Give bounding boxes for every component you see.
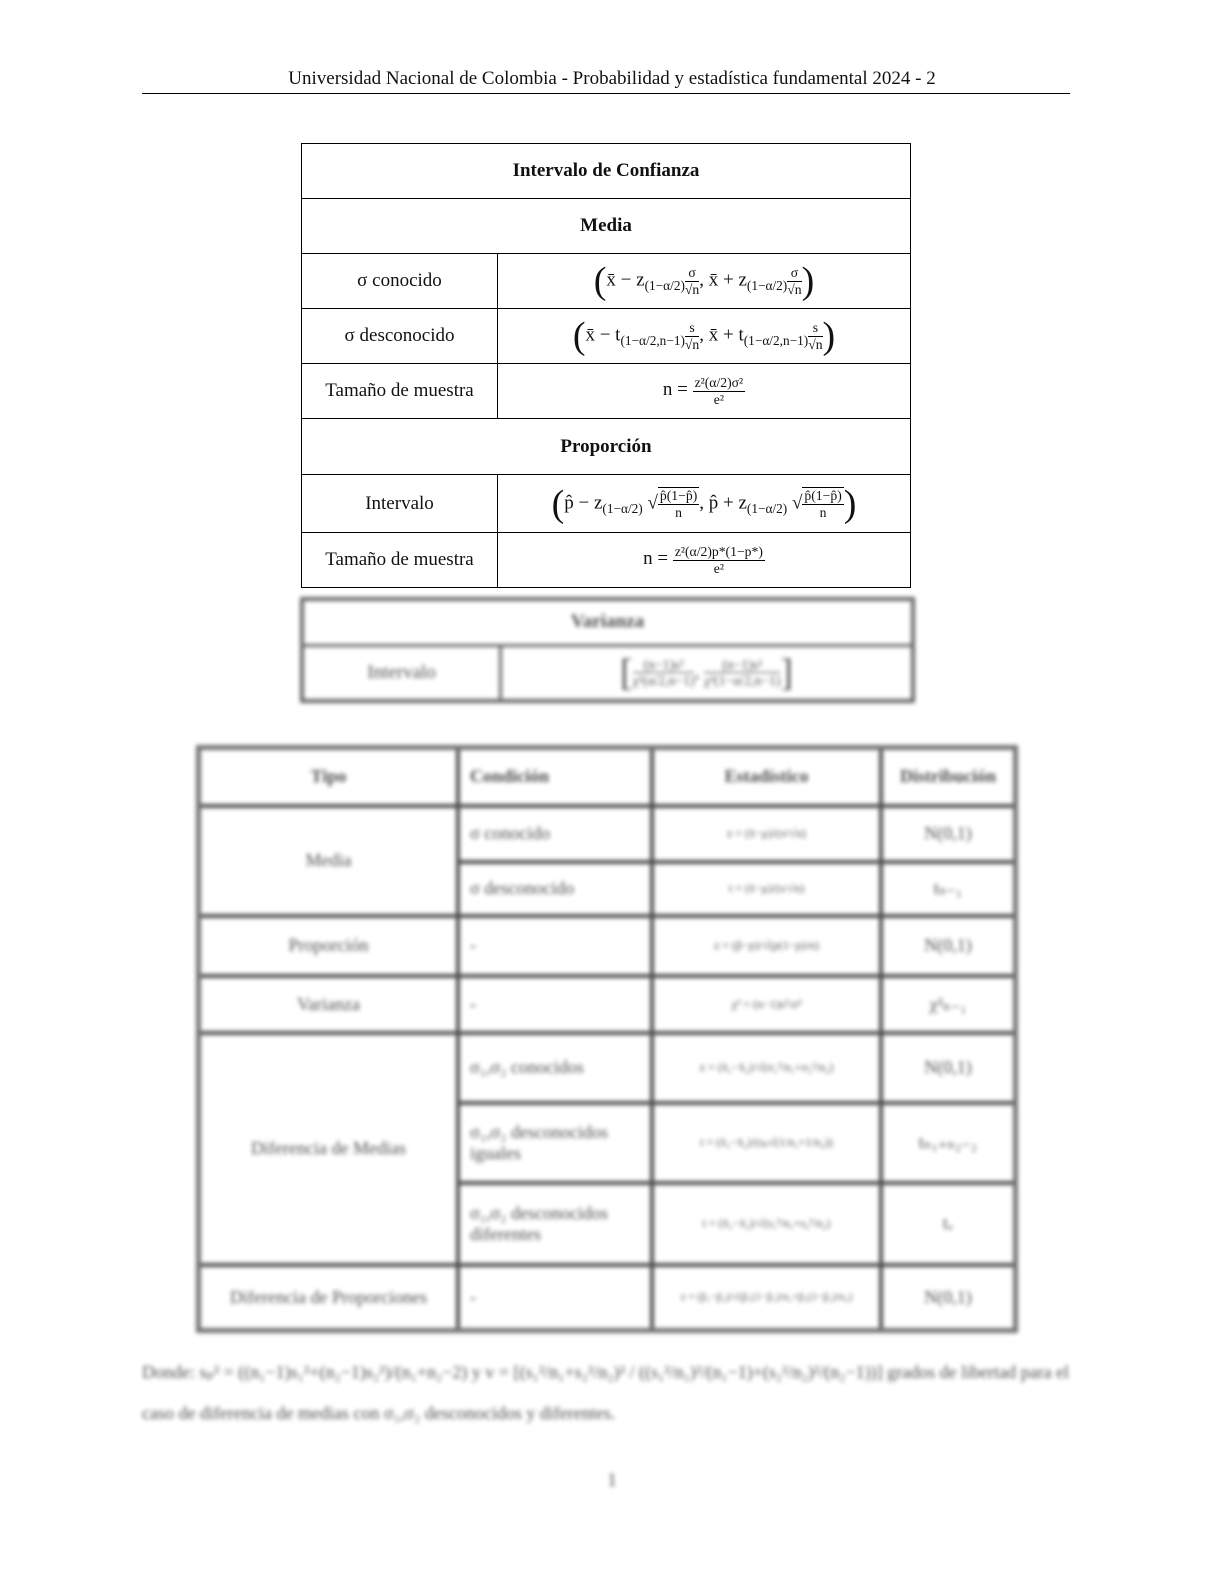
dist-cell: tₙ₁₊ₙ₂₋₂: [881, 1103, 1016, 1183]
cond-cell: σ₁,σ₂ conocidos: [458, 1033, 652, 1103]
formula-sigma-known: (x̄ − $z_{(1-\alpha/2)}$ $\frac{\sigma}{√n}$ , x̄ + $z_{(1-\alpha/2)}$ $\frac{\sigma}{√n}$ ): [498, 254, 911, 309]
dist-cell: χ²ₙ₋₁: [881, 976, 1016, 1033]
row-label: Intervalo: [302, 475, 498, 533]
page-number: 1: [607, 1470, 617, 1491]
stat-cell: z = (x̄−μ)/(σ/√n): [652, 806, 881, 862]
stat-cell: z = (x̄₁−x̄₂)/√(σ₁²/n₁+σ₂²/n₂): [652, 1033, 881, 1103]
formula-sigma-unknown: (x̄ − $t_{(1-\alpha/2,n-1)}$ $\frac{s}{√n}$ , x̄ + $t_{(1-\alpha/2,n-1)}$ $\frac{s}{√n}$ ): [498, 309, 911, 364]
confidence-interval-table: [301, 143, 911, 588]
section-varianza: Varianza: [302, 599, 913, 645]
cond-cell: σ₁,σ₂ desconocidos diferentes: [458, 1183, 652, 1265]
cond-cell: σ₁,σ₂ desconocidos iguales: [458, 1103, 652, 1183]
stat-cell: t = (x̄₁−x̄₂)/(sₚ√(1/n₁+1/n₂)): [652, 1103, 881, 1183]
formula-variance: [ $\frac{\text{(n−1)s²}}{\text{χ²(α/2,n−1)}}$ , $\frac{\text{(n−1)s²}}{\text{χ²(1−α/2,n−1)}}$ ]: [501, 645, 914, 701]
row-label: σ desconocido: [302, 309, 498, 364]
col-header: Condición: [458, 748, 652, 806]
cond-cell: -: [458, 916, 652, 976]
col-header: Distribución: [881, 748, 1016, 806]
cond-cell: -: [458, 1265, 652, 1331]
row-label: Intervalo: [302, 645, 501, 701]
cond-cell: σ desconocido: [458, 862, 652, 916]
header-rule: [142, 93, 1070, 94]
row-label: Tamaño de muestra: [302, 364, 498, 419]
stat-cell: t = (x̄₁−x̄₂)/√(s₁²/n₁+s₂²/n₂): [652, 1183, 881, 1265]
running-header: Universidad Nacional de Colombia - Probabilidad y estadística fundamental 2024 - 2: [288, 68, 936, 89]
stat-cell: z = (p̂−p)/√(p(1−p)/n): [652, 916, 881, 976]
variance-table: [300, 597, 915, 703]
cond-cell: σ conocido: [458, 806, 652, 862]
stat-cell: χ² = (n−1)s²/σ²: [652, 976, 881, 1033]
row-label: σ conocido: [302, 254, 498, 309]
table-title: Intervalo de Confianza: [302, 144, 911, 199]
col-header: Tipo: [199, 748, 459, 806]
section-media: Media: [302, 199, 911, 254]
stat-cell: z = (p̂₁−p̂₂)/√(p̂₁(1−p̂₁)/n₁+p̂₂(1−p̂₂)/n₂): [652, 1265, 881, 1331]
cond-cell: -: [458, 976, 652, 1033]
footnote: Donde: sₚ² = ((n₁−1)s₁²+(n₂−1)s₂²)/(n₁+n₂−2) y v = [(s₁²/n₁+s₂²/n₂)² / ((s₁²/n₁)²/(n₁−1)+(s₂²/n₂)²/(n₂−1))] grados de libertad para el caso de diferencia de medias con σ₁,σ₂ desconocidos y diferentes.: [142, 1362, 1070, 1424]
tipo-cell: Varianza: [199, 976, 459, 1033]
tipo-cell: Diferencia de Proporciones: [199, 1265, 459, 1331]
dist-cell: N(0,1): [881, 1033, 1016, 1103]
dist-cell: N(0,1): [881, 806, 1016, 862]
tipo-cell: Diferencia de Medias: [199, 1033, 459, 1265]
col-header: Estadístico: [652, 748, 881, 806]
dist-cell: tᵥ: [881, 1183, 1016, 1265]
formula-proportion: (p̂ − $z_{(1-\alpha/2)}$ √ $\frac{p̂(1-p̂)}{n}$ , p̂ + $z_{(1-\alpha/2)}$ √ $\frac{p̂(1-p̂)}{n}$ ): [498, 475, 911, 533]
dist-cell: tₙ₋₁: [881, 862, 1016, 916]
stat-cell: t = (x̄−μ)/(s/√n): [652, 862, 881, 916]
formula-sample-size: n = $\frac{\text{z²(α/2)σ²}}{\text{e²}}$: [498, 364, 911, 419]
hypothesis-test-table: [196, 745, 1018, 1333]
section-proporcion: Proporción: [302, 419, 911, 475]
row-label: Tamaño de muestra: [302, 533, 498, 588]
formula-proportion-sample-size: n = $\frac{\text{z²(α/2)p*(1−p*)}}{\text{e²}}$: [498, 533, 911, 588]
tipo-cell: Proporción: [199, 916, 459, 976]
tipo-cell: Media: [199, 806, 459, 916]
dist-cell: N(0,1): [881, 1265, 1016, 1331]
dist-cell: N(0,1): [881, 916, 1016, 976]
